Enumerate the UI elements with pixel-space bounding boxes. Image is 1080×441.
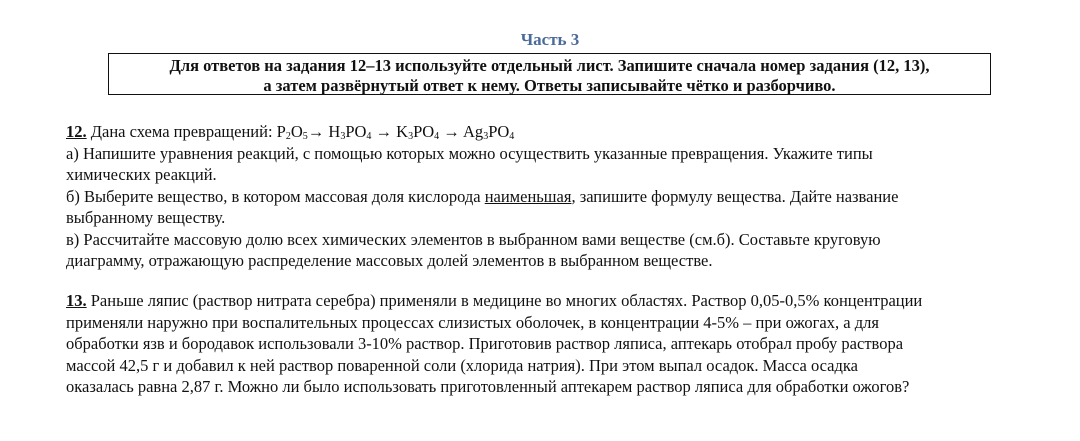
task-13-number: 13. bbox=[66, 291, 87, 310]
instruction-box bbox=[108, 53, 991, 95]
formula-p2o5: $P_2O_5$ bbox=[276, 122, 308, 142]
task-13-line-3: обработки язв и бородавок использовали 3-10% раствор. Приготовив раствор ляписа, аптекарь отобрал пробу раствора bbox=[66, 334, 904, 353]
reaction-scheme bbox=[277, 122, 515, 141]
arrow-2: → bbox=[371, 122, 397, 141]
instruction-line-1: Для ответов на задания 12–13 используйте отдельный лист. Запишите сначала номер задания (12, 13), bbox=[169, 56, 930, 75]
formula-ag3po4: $Ag_3PO_4$ bbox=[463, 122, 515, 142]
task-12-a-line-2: химических реакций. bbox=[66, 165, 217, 184]
task-12-intro: Дана схема превращений: bbox=[90, 122, 273, 141]
task-13-line-4: массой 42,5 г и добавил к ней раствор поваренной соли (хлорида натрия). При этом выпал осадок. Масса осадка bbox=[66, 355, 858, 375]
instruction-line-2: а затем развёрнутый ответ к нему. Ответы записывайте чётко и разборчиво. bbox=[263, 76, 836, 95]
formula-h3po4: $H_3PO_4$ bbox=[328, 122, 372, 142]
keyword-smallest: наименьшая bbox=[484, 186, 572, 206]
task-12-c-line-1: в) Рассчитайте массовую долю всех химических элементов в выбранном вами веществе (см.б). Составьте круговую bbox=[66, 229, 881, 249]
task-12-number: 12. bbox=[66, 122, 87, 141]
task-13-line-1: 13. Раньше ляпис (раствор нитрата серебра) применяли в медицине во многих областях. Раствор 0,05-0,5% концентрации bbox=[66, 291, 923, 310]
task-12-b-line-2: выбранному веществу. bbox=[66, 208, 226, 227]
arrow-1: → bbox=[307, 122, 325, 141]
task-12-a-line-1: а) Напишите уравнения реакций, с помощью которых можно осуществить указанные превращения. Укажите типы bbox=[66, 143, 873, 163]
task-13 bbox=[66, 290, 1066, 398]
task-13-line-5: оказалась равна 2,87 г. Можно ли было использовать приготовленный аптекарем раствор ляписа для обработки ожогов? bbox=[66, 377, 910, 396]
task-13-line-2: применяли наружно при воспалительных процессах слизистых оболочек, в концентрации 4-5% – при ожогах, а для bbox=[66, 312, 879, 332]
task-12-header bbox=[66, 121, 1066, 143]
arrow-3: → bbox=[439, 122, 464, 141]
formula-k3po4: $K_3PO_4$ bbox=[396, 122, 440, 142]
part-title: Часть 3 bbox=[520, 30, 580, 49]
task-12-c-line-2: диаграмму, отражающую распределение массовых долей элементов в выбранном веществе. bbox=[66, 251, 713, 270]
task-12-b-line-1: б) Выберите вещество, в котором массовая доля кислорода наименьшая, запишите формулу вещества. Дайте название bbox=[66, 186, 899, 206]
task-12 bbox=[66, 121, 1066, 272]
